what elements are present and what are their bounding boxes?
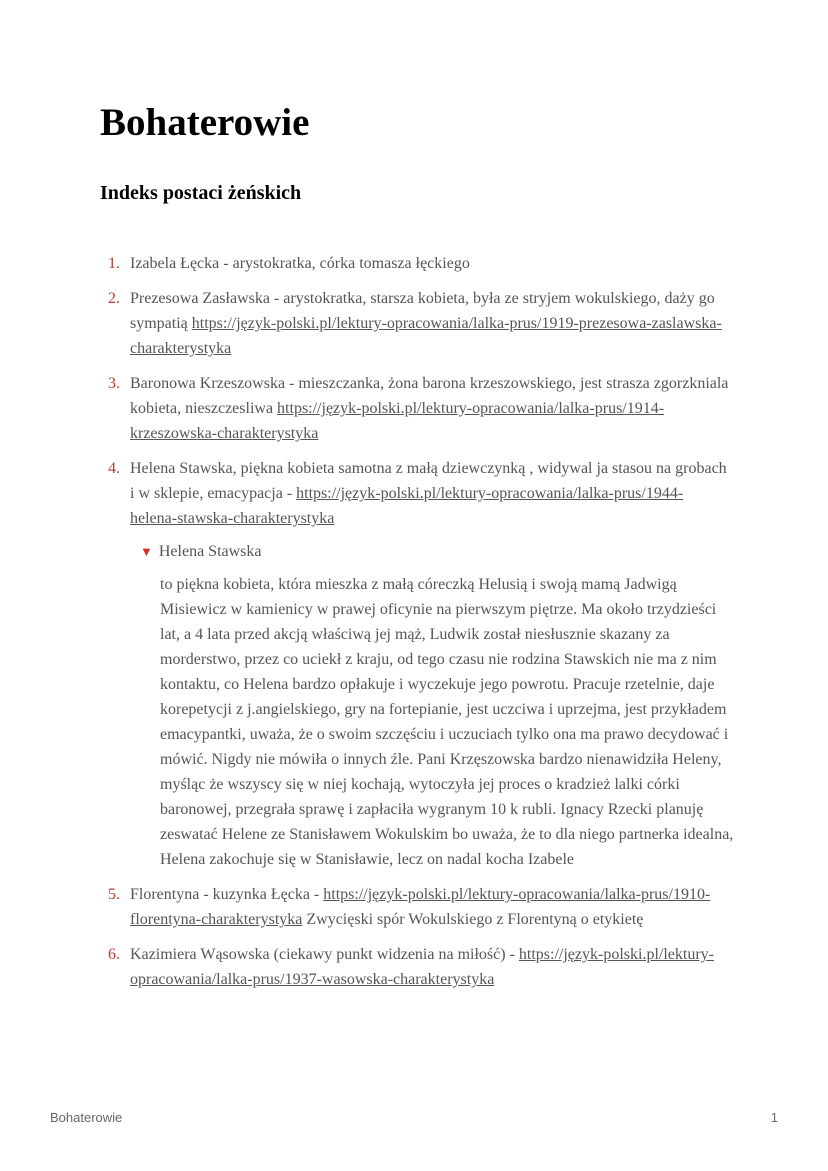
item-text: Prezesowa Zasławska - arystokratka, starsza kobieta, była ze stryjem wokulskiego, daży go sympatią [130,290,715,332]
item-link[interactable]: https://język-polski.pl/lektury-opracowania/lalka-prus/1944-helena-stawska-charakterystyka [130,485,684,527]
footer-title: Bohaterowie [50,1110,123,1125]
list-item [100,456,734,872]
item-text: Florentyna - kuzynka Łęcka - [130,886,324,903]
toggle-summary[interactable] [140,539,730,564]
page-title: Bohaterowie [100,101,310,144]
toggle-body: to piękna kobieta, która mieszka z małą córeczką Helusią i swoją mamą Jadwigą Misiewicz w kamienicy w prawej oficynie na pierwszym piętrze. Ma około trzydzieści lat, a 4 lata przed akcją właściwą jej mąż, Ludwik został niesłusznie skazany za morderstwo, przez co uciekł z kraju, od tego czasu nie rodzina Stawskich nie ma z nim kontaktu, co Helena bardzo opłakuje i wyczekuje jego powrotu. Pracuje rzetelnie, daje korepetycji z j.angielskiego, gry na fortepianie, jest uczciwa i uprzejma, jest przykładem emacypantki, uważa, że o swoim szczęściu i uczuciach tylko ona ma prawo decydować i mówić. Nigdy nie mówiła o innych źle. Pani Krzęszowska bardzo nienawidziła Heleny, myśląc że wszyscy się w niej kochają, wytoczyła jej proces o kradzież lalki córki baronowej, przegrała sprawę i zapłaciła wygranym 10 k rubli. Ignacy Rzecki planuję zeswatać Helene ze Stanisławem Wokulskim bo uważa, że to dla niego partnerka idealna, Helena zakochuje się w Stanisławie, lecz on nadal kocha Izabele [160,576,734,868]
list-item [100,286,730,361]
section-heading: Indeks postaci żeńskich [100,182,302,204]
list-item [100,882,730,932]
item-text-after: Zwycięski spór Wokulskiego z Florentyną o etykietę [302,911,644,928]
list-item [100,371,730,446]
item-text: Baronowa Krzeszowska - mieszczanka, żona barona krzeszowskiego, jest strasza zgorzkniala kobieta, nieszczesliwa [130,375,729,417]
toggle-title: Helena Stawska [158,543,262,560]
toggle-block [140,539,734,872]
item-link[interactable]: https://język-polski.pl/lektury-opracowania/lalka-prus/1914-krzeszowska-charakterystyka [130,400,665,442]
list-number: 4. [108,460,120,477]
list-number: 6. [108,946,120,963]
page-number: 1 [770,1110,778,1125]
list-number: 2. [108,290,120,307]
character-list [100,251,734,1002]
item-text: Kazimiera Wąsowska (ciekawy punkt widzenia na miłość) - [130,946,519,963]
item-text: Izabela Łęcka - arystokratka, córka tomasza łęckiego [130,255,470,272]
list-number: 5. [108,886,120,903]
list-item [100,251,730,276]
item-link[interactable]: https://język-polski.pl/lektury-opracowania/lalka-prus/1919-prezesowa-zaslawska-charakterystyka [130,315,722,357]
item-link[interactable]: https://język-polski.pl/lektury-opracowania/lalka-prus/1910-florentyna-charakterystyka [130,886,711,928]
list-number: 1. [108,255,120,272]
triangle-down-icon[interactable]: ▼ [140,544,153,559]
list-item [100,942,730,992]
item-text: Helena Stawska, piękna kobieta samotna z małą dziewczynką , widywal ja stasou na grobach i w sklepie, emacypacja - [130,460,727,502]
item-link[interactable]: https://język-polski.pl/lektury-opracowania/lalka-prus/1937-wasowska-charakterystyka [130,946,714,988]
list-number: 3. [108,375,120,392]
